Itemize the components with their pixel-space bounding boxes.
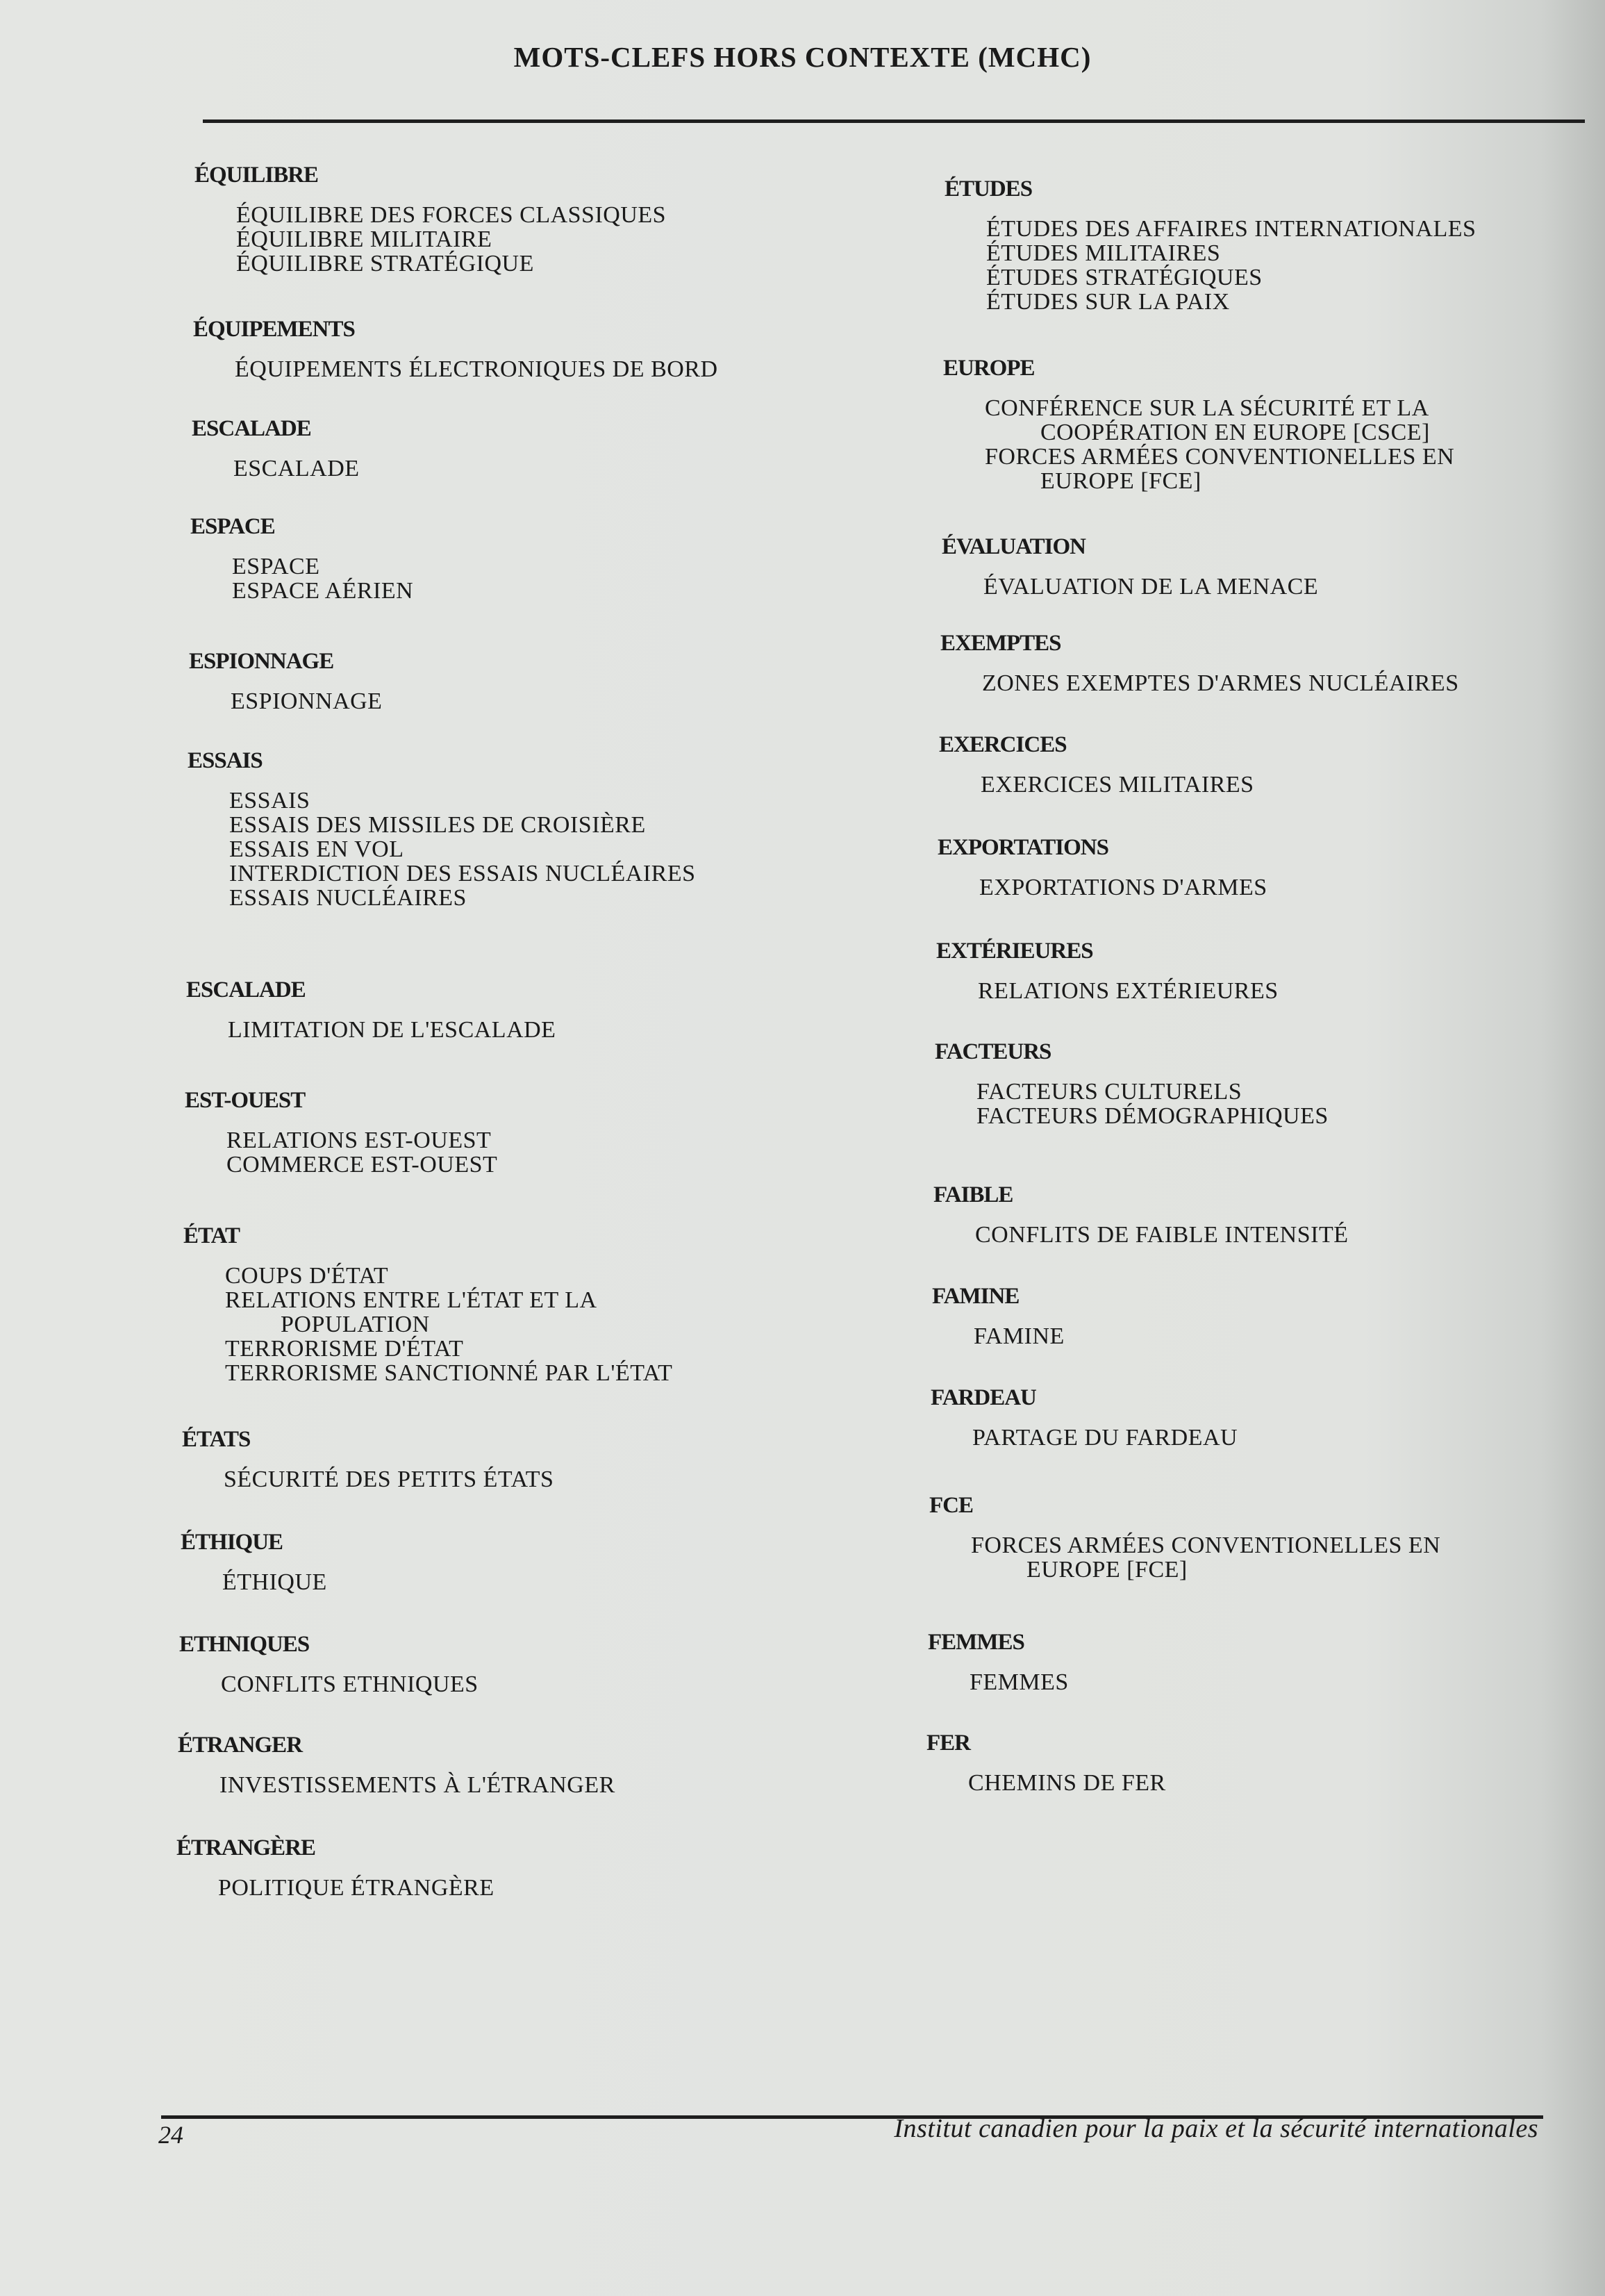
index-entry [181,1528,327,1594]
index-term: COOPÉRATION EN EUROPE [CSCE] [1040,420,1430,445]
index-term: FEMMES [970,1669,1069,1695]
index-term-list [939,773,1254,797]
index-entry [193,315,718,381]
index-term-list [194,203,666,276]
index-term: RELATIONS EST-OUEST [226,1128,492,1153]
index-heading: FACTEURS [935,1039,1051,1064]
index-term: EUROPE [FCE] [1040,468,1201,494]
index-entry [190,513,413,603]
index-entry [188,747,696,910]
index-term-list [943,396,1454,493]
index-term: ESSAIS EN VOL [229,836,404,862]
index-term-list [193,357,718,381]
index-term: FACTEURS DÉMOGRAPHIQUES [976,1103,1329,1129]
index-term: ESPIONNAGE [231,688,383,714]
index-term: ÉTUDES MILITAIRES [986,240,1221,266]
index-term-list [186,1018,556,1042]
index-heading: ETHNIQUES [179,1632,310,1657]
index-term-list [945,217,1476,314]
index-entry [928,1628,1069,1694]
index-term: ZONES EXEMPTES D'ARMES NUCLÉAIRES [982,670,1459,696]
index-entry [932,1282,1065,1348]
index-term: COMMERCE EST-OUEST [226,1152,498,1178]
index-heading: ÉVALUATION [942,534,1086,559]
index-heading: ÉTRANGER [178,1733,303,1758]
index-term-list [181,1570,327,1594]
index-heading: ÉTAT [183,1223,240,1248]
index-entry [945,175,1476,314]
index-term: INVESTISSEMENTS À L'ÉTRANGER [219,1772,615,1798]
index-entry [933,1181,1349,1247]
index-entry [185,1087,497,1177]
index-heading: ESCALADE [186,977,306,1002]
index-heading: ESPIONNAGE [189,649,334,674]
index-term: ÉTHIQUE [222,1569,327,1595]
index-term: FORCES ARMÉES CONVENTIONELLES EN [985,444,1455,470]
index-term-list [928,1670,1069,1694]
index-term: RELATIONS ENTRE L'ÉTAT ET LA [225,1287,597,1313]
index-heading: ÉQUILIBRE [194,163,319,188]
index-term: ÉQUIPEMENTS ÉLECTRONIQUES DE BORD [235,356,718,382]
index-heading: ÉTRANGÈRE [176,1835,316,1860]
index-term: POPULATION [281,1312,430,1337]
index-term: CONFLITS ETHNIQUES [221,1671,479,1697]
index-heading: FER [926,1731,970,1756]
index-term: EXPORTATIONS D'ARMES [979,875,1267,900]
index-heading: EUROPE [943,356,1035,381]
index-term-list [179,1672,479,1696]
index-entry [939,731,1254,797]
index-entry [940,629,1459,695]
index-heading: EXEMPTES [940,631,1061,656]
index-term: EXERCICES MILITAIRES [981,772,1254,798]
index-entry [189,647,382,713]
index-term-list [178,1773,615,1797]
index-term: ÉQUILIBRE STRATÉGIQUE [236,251,534,276]
index-entry [179,1630,479,1696]
index-heading: ESSAIS [188,748,263,773]
index-term: ÉQUILIBRE DES FORCES CLASSIQUES [236,202,667,228]
index-heading: EST-OUEST [185,1088,306,1113]
index-term: CHEMINS DE FER [968,1770,1166,1796]
index-term-list [936,979,1279,1003]
index-entry [935,1038,1329,1128]
index-term: ÉTUDES DES AFFAIRES INTERNATIONALES [986,216,1477,242]
index-term: RELATIONS EXTÉRIEURES [978,978,1279,1004]
index-entry [942,533,1318,599]
index-heading: ESPACE [190,514,275,539]
index-entry [929,1492,1440,1582]
index-term: TERRORISME D'ÉTAT [225,1336,464,1362]
index-entry [192,415,360,481]
index-term-list [188,788,696,910]
index-heading: FAMINE [932,1284,1020,1309]
index-term: ESCALADE [233,456,360,481]
index-term-list [185,1128,497,1177]
index-term-list [926,1771,1166,1795]
index-entry [176,1834,494,1900]
index-heading: FEMMES [928,1630,1024,1655]
index-heading: ÉTUDES [945,176,1033,201]
index-term: FAMINE [974,1323,1065,1349]
index-term: ÉTUDES SUR LA PAIX [986,289,1230,315]
index-term-list [932,1324,1065,1348]
index-heading: EXPORTATIONS [938,835,1108,860]
index-term: FORCES ARMÉES CONVENTIONELLES EN [971,1533,1441,1558]
index-entry [186,976,556,1042]
index-entry [943,354,1454,493]
index-heading: ÉQUIPEMENTS [193,317,355,342]
index-term: CONFÉRENCE SUR LA SÉCURITÉ ET LA [985,395,1429,421]
index-heading: ÉTATS [182,1427,251,1452]
index-term-list [931,1426,1238,1450]
index-heading: FAIBLE [933,1182,1013,1207]
index-term: POLITIQUE ÉTRANGÈRE [218,1875,494,1901]
index-term: COUPS D'ÉTAT [225,1263,389,1289]
index-heading: FARDEAU [931,1385,1036,1410]
top-rule [203,119,1585,123]
index-term: FACTEURS CULTURELS [976,1079,1242,1105]
index-term-list [942,575,1318,599]
index-term: ÉVALUATION DE LA MENACE [983,574,1319,600]
index-heading: EXTÉRIEURES [936,939,1093,964]
index-term: ÉTUDES STRATÉGIQUES [986,265,1263,290]
index-entry [938,834,1267,900]
index-term-list [190,554,413,603]
index-term: EUROPE [FCE] [1026,1557,1188,1583]
index-entry [194,161,666,276]
index-term: ESPACE [232,554,320,579]
index-heading: EXERCICES [939,732,1067,757]
index-term-list [192,456,360,481]
page-number: 24 [158,2121,183,2149]
index-term-list [940,671,1459,695]
index-term: LIMITATION DE L'ESCALADE [228,1017,556,1043]
index-term: SÉCURITÉ DES PETITS ÉTATS [224,1467,554,1492]
index-term: ESSAIS [229,788,310,813]
index-term: ESPACE AÉRIEN [232,578,414,604]
index-term: ÉQUILIBRE MILITAIRE [236,226,492,252]
index-term-list [183,1264,672,1385]
index-heading: ÉTHIQUE [181,1530,283,1555]
index-term: TERRORISME SANCTIONNÉ PAR L'ÉTAT [225,1360,673,1386]
index-term: CONFLITS DE FAIBLE INTENSITÉ [975,1222,1349,1248]
footer-institution: Institut canadien pour la paix et la sécurité internationales [894,2114,1538,2143]
index-entry [936,937,1279,1003]
index-term: ESSAIS DES MISSILES DE CROISIÈRE [229,812,646,838]
index-term: PARTAGE DU FARDEAU [972,1425,1238,1451]
index-term-list [182,1467,554,1492]
index-term: INTERDICTION DES ESSAIS NUCLÉAIRES [229,861,696,886]
index-entry [931,1384,1238,1450]
index-term-list [935,1080,1329,1128]
index-entry [926,1729,1166,1795]
index-term-list [176,1876,494,1900]
index-term-list [189,689,382,713]
index-entry [182,1426,554,1492]
index-term: ESSAIS NUCLÉAIRES [229,885,467,911]
index-term-list [938,875,1267,900]
page-title: MOTS-CLEFS HORS CONTEXTE (MCHC) [513,41,1092,73]
index-heading: FCE [929,1493,973,1518]
index-term-list [933,1223,1349,1247]
index-heading: ESCALADE [192,416,311,441]
index-term-list [929,1533,1440,1582]
index-entry [183,1222,672,1385]
index-entry [178,1731,615,1797]
